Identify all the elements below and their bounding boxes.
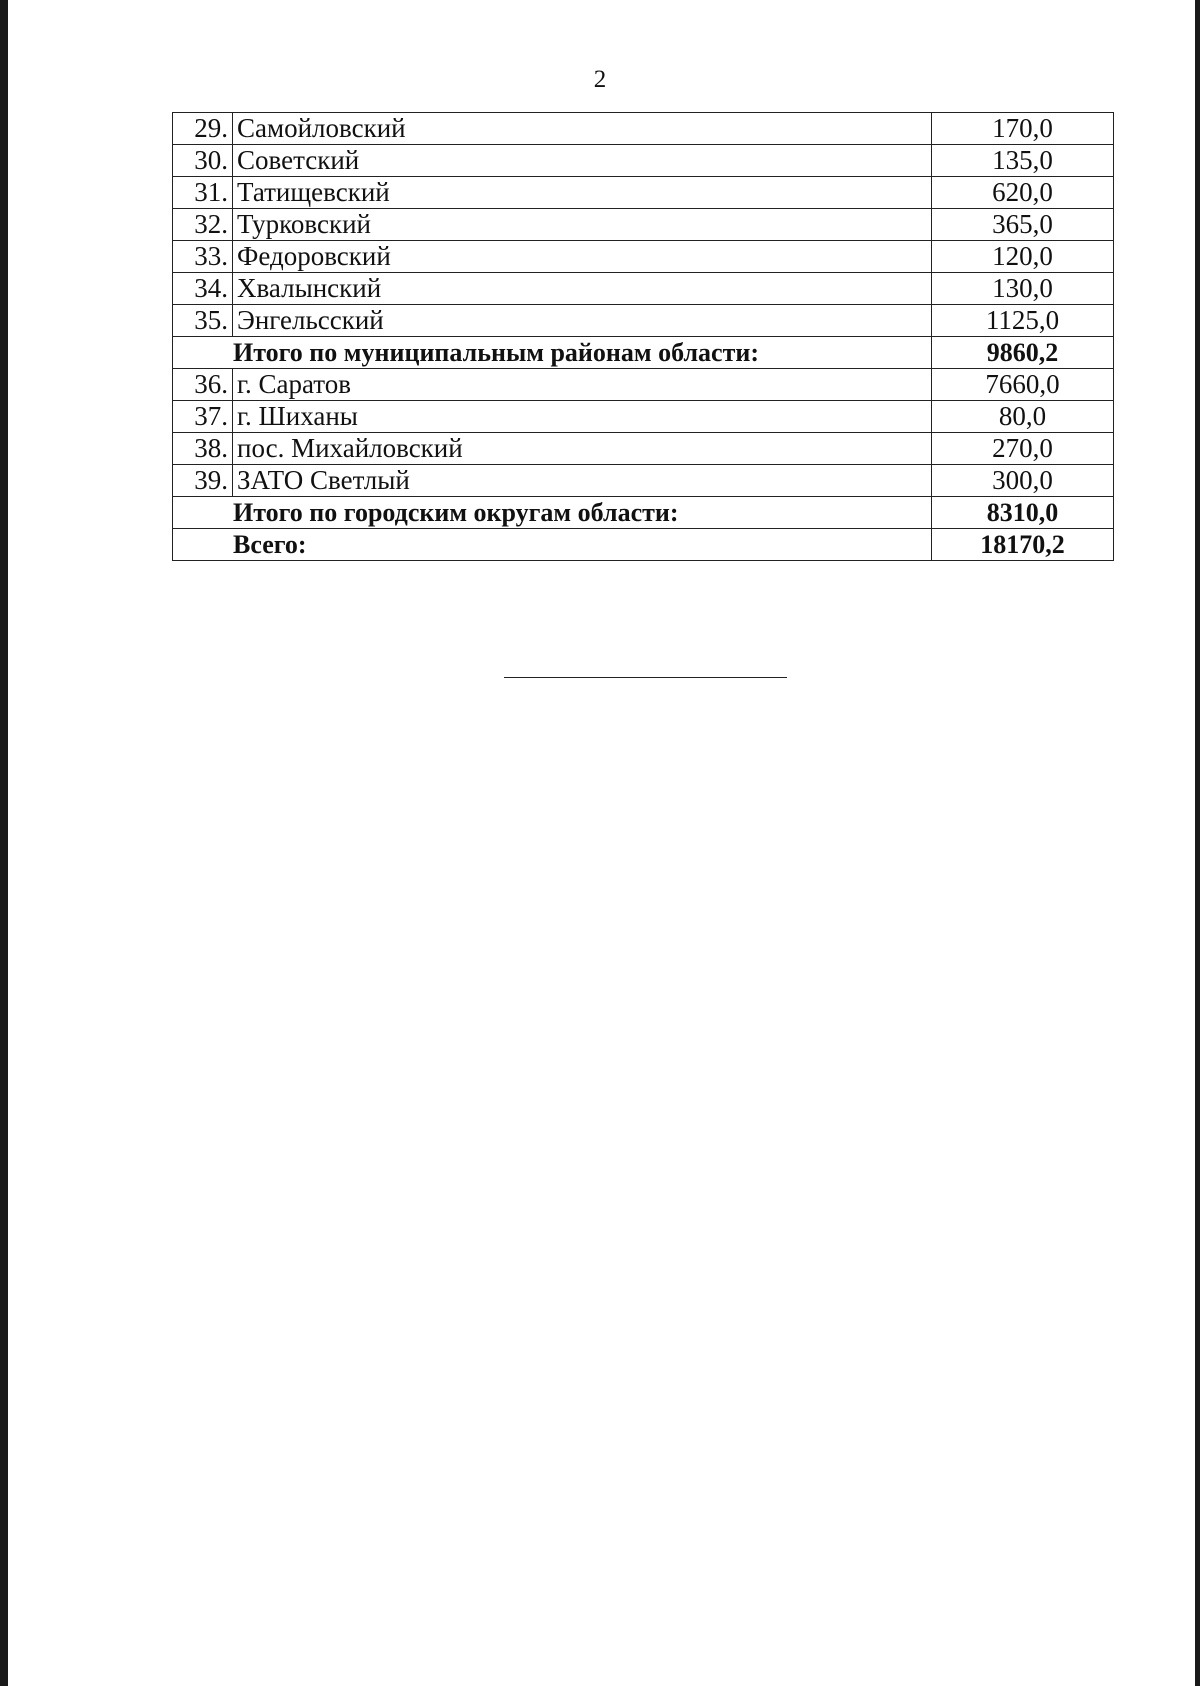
row-number: 34. [173, 273, 233, 305]
allocation-table [172, 112, 1114, 561]
row-value: 7660,0 [932, 369, 1114, 401]
row-number: 39. [173, 465, 233, 497]
end-of-document-rule [504, 677, 787, 678]
row-value: 1125,0 [932, 305, 1114, 337]
row-value: 170,0 [932, 113, 1114, 145]
table-row [173, 241, 1114, 273]
table-row [173, 177, 1114, 209]
subtotal-cities-label: Итого по городским округам области: [173, 497, 932, 529]
row-name: г. Саратов [233, 369, 932, 401]
table-row [173, 113, 1114, 145]
row-value: 365,0 [932, 209, 1114, 241]
subtotal-districts-label: Итого по муниципальным районам области: [173, 337, 932, 369]
scan-border-right [1195, 0, 1200, 1686]
subtotal-districts-value: 9860,2 [932, 337, 1114, 369]
table-row [173, 209, 1114, 241]
row-number: 33. [173, 241, 233, 273]
row-number: 30. [173, 145, 233, 177]
page-number: 2 [593, 66, 607, 93]
row-number: 35. [173, 305, 233, 337]
grand-total-label: Всего: [173, 529, 932, 561]
row-value: 120,0 [932, 241, 1114, 273]
row-number: 38. [173, 433, 233, 465]
table-row [173, 465, 1114, 497]
row-name: Энгельсский [233, 305, 932, 337]
subtotal-districts-row [173, 337, 1114, 369]
table-row [173, 273, 1114, 305]
row-number: 32. [173, 209, 233, 241]
row-number: 29. [173, 113, 233, 145]
table-row [173, 145, 1114, 177]
table-row [173, 401, 1114, 433]
table-row [173, 305, 1114, 337]
row-value: 80,0 [932, 401, 1114, 433]
subtotal-cities-value: 8310,0 [932, 497, 1114, 529]
row-name: Татищевский [233, 177, 932, 209]
row-number: 36. [173, 369, 233, 401]
row-name: Самойловский [233, 113, 932, 145]
grand-total-row [173, 529, 1114, 561]
row-value: 130,0 [932, 273, 1114, 305]
row-value: 135,0 [932, 145, 1114, 177]
row-name: Турковский [233, 209, 932, 241]
row-name: ЗАТО Светлый [233, 465, 932, 497]
row-name: пос. Михайловский [233, 433, 932, 465]
row-name: Федоровский [233, 241, 932, 273]
grand-total-value: 18170,2 [932, 529, 1114, 561]
row-value: 300,0 [932, 465, 1114, 497]
row-name: Хвалынский [233, 273, 932, 305]
table-row [173, 369, 1114, 401]
scan-border-left [0, 0, 8, 1686]
row-number: 31. [173, 177, 233, 209]
row-number: 37. [173, 401, 233, 433]
table-row [173, 433, 1114, 465]
row-value: 620,0 [932, 177, 1114, 209]
subtotal-cities-row [173, 497, 1114, 529]
row-name: г. Шиханы [233, 401, 932, 433]
row-value: 270,0 [932, 433, 1114, 465]
row-name: Советский [233, 145, 932, 177]
